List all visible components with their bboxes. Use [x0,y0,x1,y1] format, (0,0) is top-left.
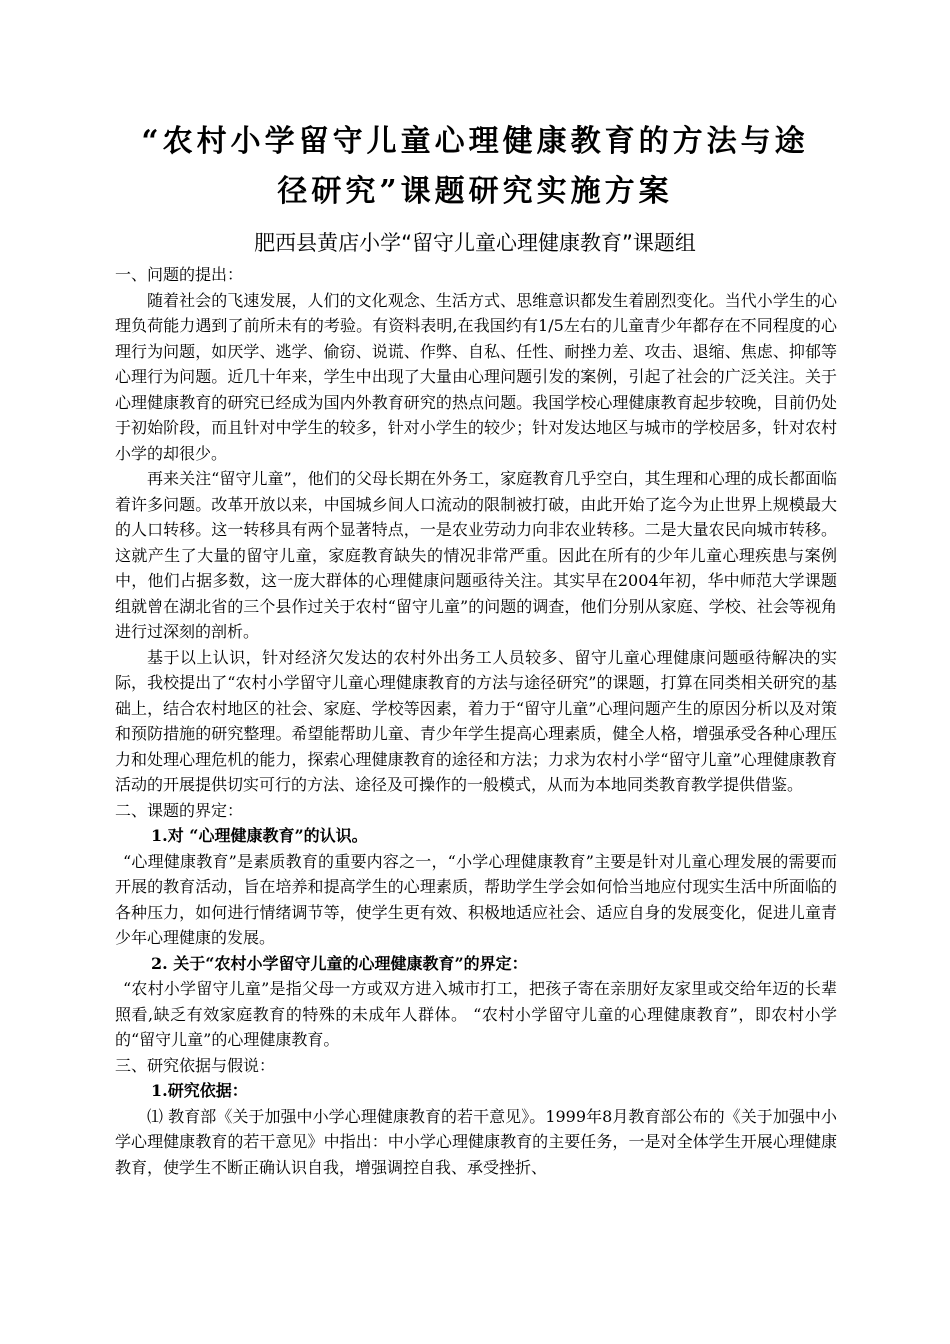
section-3-subheading-1: 1.研究依据： [151,1081,248,1100]
section-1-paragraph-3: 基于以上认识，针对经济欠发达的农村外出务工人员较多、留守儿童心理健康问题亟待解决的实际，我校提出了“农村小学留守儿童心理健康教育的方法与途径研究”的课题，打算在同类相关研究的基础上，结合农村地区的社会、家庭、学校等因素，着力于“留守儿童”心理问题产生的原因分析以及对策和预防措施的研究整理。希望能帮助儿童、青少年学生提高心理素质，健全人格，增强承受各种心理压力和处理心理危机的能力，探索心理健康教育的途径和方法；力求为农村小学“留守儿童”心理健康教育活动的开展提供切实可行的方法、途径及可操作的一般模式，从而为本地同类教育教学提供借鉴。 [115,647,837,794]
section-2-paragraph-1: “心理健康教育”是素质教育的重要内容之一，“小学心理健康教育”主要是针对儿童心理发展的需要而开展的教育活动，旨在培养和提高学生的心理素质，帮助学生学会如何恰当地应付现实生活中所面临的各种压力，如何进行情绪调节等，使学生更有效、积极地适应社会、适应自身的发展变化，促进儿童青少年心理健康的发展。 [115,851,837,947]
section-1-paragraph-1: 随着社会的飞速发展，人们的文化观念、生活方式、思维意识都发生着剧烈变化。当代小学生的心理负荷能力遇到了前所未有的考验。有资料表明,在我国约有1/5左右的儿童青少年都存在不同程度的心理行为问题，如厌学、逃学、偷窃、说谎、作弊、自私、任性、耐挫力差、攻击、退缩、焦虑、抑郁等心理行为问题。近几十年来，学生中出现了大量由心理问题引发的案例，引起了社会的广泛关注。关于心理健康教育的研究已经成为国内外教育研究的热点问题。我国学校心理健康教育起步较晚，目前仍处于初始阶段，而且针对中学生的较多，针对小学生的较少；针对发达地区与城市的学校居多，针对农村小学的却很少。 [115,290,837,463]
section-2-subheading-2: 2. 关于“农村小学留守儿童的心理健康教育”的界定： [151,953,528,973]
document-title-line1: “农村小学留守儿童心理健康教育的方法与途 [141,124,809,159]
section-3-heading: 三、研究依据与假说： [115,1055,276,1075]
section-2-heading: 二、课题的界定： [115,800,244,820]
document-title-line2: 径研究”课题研究实施方案 [277,174,673,209]
section-1-paragraph-2: 再来关注“留守儿童”，他们的父母长期在外务工，家庭教育几乎空白，其生理和心理的成长都面临着许多问题。改革开放以来，中国城乡间人口流动的限制被打破，由此开始了迄今为止世界上规模最大的人口转移。这一转移具有两个显著特点，一是农业劳动力向非农业转移。二是大量农民向城市转移。这就产生了大量的留守儿童，家庭教育缺失的情况非常严重。因此在所有的少年儿童心理疾患与案例中，他们占据多数，这一庞大群体的心理健康问题亟待关注。其实早在2004年初，华中师范大学课题组就曾在湖北省的三个县作过关于农村“留守儿童”的问题的调查，他们分别从家庭、学校、社会等视角进行过深刻的剖析。 [115,469,837,641]
section-2-subheading-1: 1.对 “心理健康教育”的认识。 [151,826,368,845]
section-3-paragraph-1: ⑴ 教育部《关于加强中小学心理健康教育的若干意见》。1999年8月教育部公布的《关于加强中小学心理健康教育的若干意见》中指出：中小学心理健康教育的主要任务，一是对全体学生开展心理健康教育，使学生不断正确认识自我，增强调控自我、承受挫折、 [115,1106,837,1177]
document-subtitle: 肥西县黄店小学“留守儿童心理健康教育”课题组 [254,231,696,255]
document-body [115,262,837,1180]
section-2-paragraph-2: “农村小学留守儿童”是指父母一方或双方进入城市打工，把孩子寄在亲朋好友家里或交给年迈的长辈照看,缺乏有效家庭教育的特殊的未成年人群体。 “农村小学留守儿童的心理健康教育”，即农村小学的“留守儿童”的心理健康教育。 [115,979,837,1049]
section-1-heading: 一、问题的提出： [115,265,244,284]
